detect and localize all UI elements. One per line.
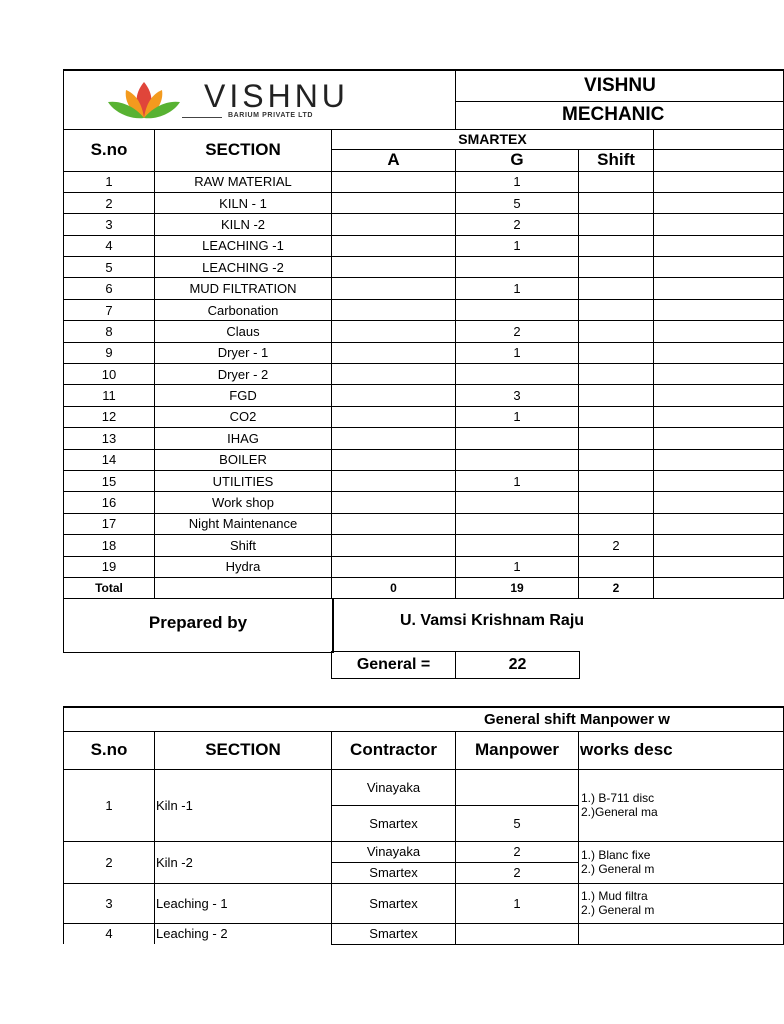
table-row [64,406,784,427]
table-row [64,535,784,556]
row-works-desc [579,883,784,923]
row-g [456,492,579,513]
row-a [332,556,456,577]
contractor-group-header: SMARTEX [332,129,654,149]
row-sno: 6 [64,278,155,299]
total-a: 0 [332,577,456,598]
col-header-g: G [456,149,579,171]
row-section: MUD FILTRATION [155,278,332,299]
row-shift [579,192,654,213]
row-section: Leaching - 2 [155,923,332,944]
table-row [64,385,784,406]
empty-cell [654,492,784,513]
row-g: 5 [456,192,579,213]
manpower-summary-table [63,69,784,599]
row-a [332,171,456,192]
row-sno: 19 [64,556,155,577]
col-header-section: SECTION [155,731,332,769]
empty-cell [654,214,784,235]
table-row [64,769,784,805]
row-section: Hydra [155,556,332,577]
table-row [64,470,784,491]
row-g [456,428,579,449]
row-section: CO2 [155,406,332,427]
row-g: 1 [456,342,579,363]
row-sno: 13 [64,428,155,449]
empty-cell [654,364,784,385]
row-shift [579,235,654,256]
row-g [456,535,579,556]
row-g: 1 [456,406,579,427]
total-row [64,577,784,598]
table-row [64,364,784,385]
row-g: 2 [456,214,579,235]
row-sno: 3 [64,883,155,923]
empty-cell [654,149,784,171]
row-shift [579,214,654,235]
company-logo [104,74,424,128]
table-row [64,342,784,363]
table-row [64,923,784,944]
row-contractor: Smartex [332,805,456,841]
row-section: LEACHING -1 [155,235,332,256]
row-sno: 12 [64,406,155,427]
row-section: FGD [155,385,332,406]
row-section: UTILITIES [155,470,332,491]
table-row [64,841,784,862]
empty-cell [654,556,784,577]
row-contractor: Vinayaka [332,841,456,862]
row-section: Work shop [155,492,332,513]
col-header-works: works desc [579,731,784,769]
row-g: 3 [456,385,579,406]
row-a [332,257,456,278]
row-g [456,257,579,278]
row-sno: 5 [64,257,155,278]
report-subtitle: MECHANIC [456,101,784,129]
row-a [332,278,456,299]
row-section: Dryer - 1 [155,342,332,363]
row-shift [579,342,654,363]
table-row [64,299,784,320]
empty-cell [654,428,784,449]
row-shift [579,406,654,427]
row-a [332,364,456,385]
row-contractor: Smartex [332,883,456,923]
row-section: Claus [155,321,332,342]
table-row [64,428,784,449]
col-header-shift: Shift [579,149,654,171]
table-row [64,235,784,256]
row-g: 2 [456,321,579,342]
row-g [456,449,579,470]
col-header-manpower: Manpower [456,731,579,769]
row-shift [579,278,654,299]
empty-cell [654,257,784,278]
row-shift [579,470,654,491]
row-shift [579,364,654,385]
general-shift-title: General shift Manpower w [64,707,784,731]
row-a [332,342,456,363]
row-a [332,235,456,256]
row-section: Kiln -1 [155,769,332,841]
empty-cell [654,449,784,470]
row-section: KILN - 1 [155,192,332,213]
row-sno: 9 [64,342,155,363]
table-row [64,192,784,213]
general-total-table [331,651,580,679]
row-shift [579,257,654,278]
row-sno: 15 [64,470,155,491]
row-a [332,428,456,449]
row-g [456,364,579,385]
row-section: IHAG [155,428,332,449]
row-section: Night Maintenance [155,513,332,534]
works-desc-line-2: 2.) General m [581,903,655,917]
col-header-section: SECTION [155,129,332,171]
row-sno: 10 [64,364,155,385]
empty-cell [654,321,784,342]
general-label: General = [332,652,456,679]
row-a [332,299,456,320]
total-label: Total [64,577,155,598]
row-shift [579,428,654,449]
row-manpower: 2 [456,862,579,883]
row-a [332,406,456,427]
company-logo-cell [64,70,456,129]
row-section: Dryer - 2 [155,364,332,385]
empty-cell [155,577,332,598]
brand-subtitle: BARIUM PRIVATE LTD [228,112,314,119]
row-shift [579,385,654,406]
row-sno: 4 [64,235,155,256]
summary-rows [64,171,784,577]
row-sno: 3 [64,214,155,235]
table-row [64,513,784,534]
works-desc-line-1: 1.) Blanc fixe [581,848,651,862]
row-sno: 7 [64,299,155,320]
row-manpower: 2 [456,841,579,862]
row-manpower: 5 [456,805,579,841]
works-desc-line-2: 2.)General ma [581,805,658,819]
empty-cell [654,406,784,427]
works-desc-line-1: 1.) Mud filtra [581,889,648,903]
row-manpower [456,769,579,805]
row-g [456,299,579,320]
empty-cell [654,235,784,256]
col-header-contractor: Contractor [332,731,456,769]
row-sno: 17 [64,513,155,534]
table-row [64,171,784,192]
row-manpower: 1 [456,883,579,923]
row-contractor: Smartex [332,923,456,944]
row-works-desc [579,769,784,841]
empty-cell [654,470,784,491]
table-row [64,214,784,235]
prepared-by-box [63,598,334,653]
empty-cell [654,385,784,406]
row-shift [579,299,654,320]
row-sno: 11 [64,385,155,406]
table-row [64,257,784,278]
table-row [64,321,784,342]
row-works-desc [579,923,784,944]
row-sno: 1 [64,769,155,841]
row-section: KILN -2 [155,214,332,235]
row-section: Shift [155,535,332,556]
row-section: Leaching - 1 [155,883,332,923]
row-g: 1 [456,470,579,491]
empty-cell [654,299,784,320]
col-header-sno: S.no [64,731,155,769]
row-shift [579,556,654,577]
row-sno: 18 [64,535,155,556]
works-desc-line-1: 1.) B-711 disc [581,791,655,805]
row-g [456,513,579,534]
empty-cell [654,192,784,213]
empty-cell [654,129,784,149]
table-row [64,492,784,513]
general-shift-table [63,706,784,945]
row-shift [579,449,654,470]
row-contractor: Smartex [332,862,456,883]
row-g: 1 [456,235,579,256]
row-a [332,535,456,556]
row-section: BOILER [155,449,332,470]
empty-cell [654,513,784,534]
row-sno: 1 [64,171,155,192]
row-section: Carbonation [155,299,332,320]
row-sno: 14 [64,449,155,470]
row-sno: 16 [64,492,155,513]
prepared-by-label: Prepared by [148,613,248,632]
row-a [332,492,456,513]
total-g: 19 [456,577,579,598]
row-a [332,385,456,406]
row-contractor: Vinayaka [332,769,456,805]
row-section: Kiln -2 [155,841,332,883]
row-shift [579,513,654,534]
row-section: RAW MATERIAL [155,171,332,192]
works-desc-line-2: 2.) General m [581,862,655,876]
general-shift-rows [64,769,784,944]
table-row [64,883,784,923]
brand-name: VISHNU [204,78,349,114]
row-section: LEACHING -2 [155,257,332,278]
empty-cell [654,342,784,363]
row-a [332,513,456,534]
row-sno: 2 [64,192,155,213]
preparer-name: U. Vamsi Krishnam Raju [399,612,585,629]
row-shift [579,492,654,513]
row-a [332,214,456,235]
row-manpower [456,923,579,944]
general-value: 22 [456,652,580,679]
report-title: VISHNU [456,70,784,101]
preparer-box [332,598,662,651]
row-a [332,321,456,342]
row-shift: 2 [579,535,654,556]
row-sno: 4 [64,923,155,944]
table-row [64,278,784,299]
row-sno: 2 [64,841,155,883]
empty-cell [654,171,784,192]
table-row [64,556,784,577]
row-shift [579,321,654,342]
col-header-a: A [332,149,456,171]
lotus-icon [104,74,184,128]
row-g: 1 [456,556,579,577]
total-shift: 2 [579,577,654,598]
empty-cell [654,535,784,556]
row-g: 1 [456,278,579,299]
row-a [332,192,456,213]
row-g: 1 [456,171,579,192]
col-header-sno: S.no [64,129,155,171]
table-row [64,449,784,470]
row-a [332,449,456,470]
brand-rule [182,117,222,118]
empty-cell [654,278,784,299]
row-sno: 8 [64,321,155,342]
row-works-desc [579,841,784,883]
row-a [332,470,456,491]
row-shift [579,171,654,192]
empty-cell [654,577,784,598]
